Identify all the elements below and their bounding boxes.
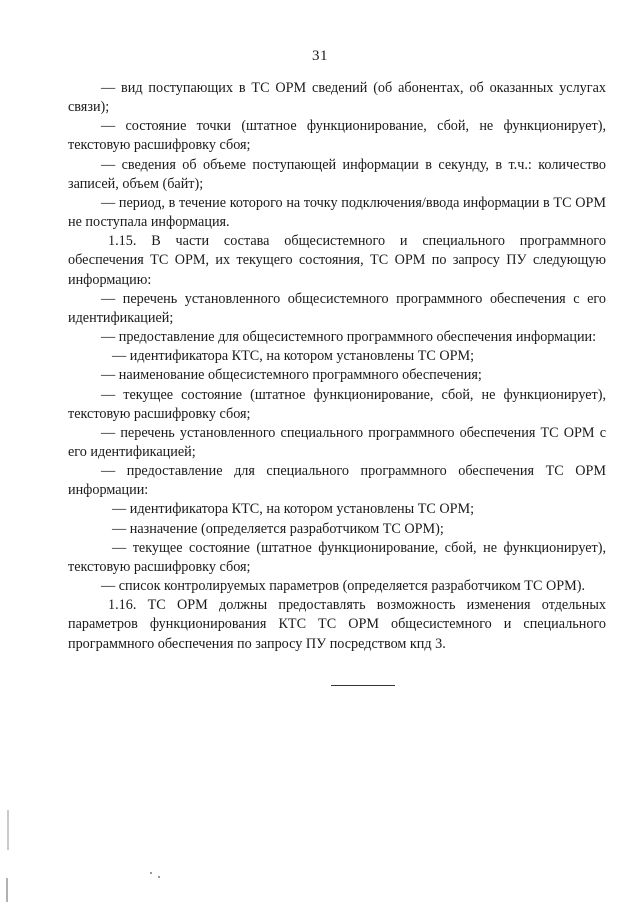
paragraph-11: — перечень установленного специального программного обеспечения ТС ОРМ с его идентификацией;	[68, 424, 606, 460]
scan-margin-mark	[7, 810, 9, 850]
paragraph-12: — предоставление для специального программного обеспечения ТС ОРМ информации:	[68, 463, 606, 499]
paragraph-16: — список контролируемых параметров (определяется разработчиком ТС ОРМ).	[101, 578, 586, 595]
end-rule	[331, 685, 395, 686]
document-body	[68, 79, 606, 654]
scan-speck	[158, 876, 160, 878]
paragraph-1: — вид поступающих в ТС ОРМ сведений (об абонентах, об оказанных услугах связи);	[68, 80, 606, 116]
page-number: 31	[312, 48, 328, 64]
paragraph-10: — текущее состояние (штатное функционирование, сбой, не функционирует), текстовую расшифровку сбоя;	[68, 386, 606, 422]
paragraph-15: — текущее состояние (штатное функционирование, сбой, не функционирует), текстовую расшифровку сбоя;	[68, 539, 606, 575]
paragraph-3: — сведения об объеме поступающей информации в секунду, в т.ч.: количество записей, объем (байт);	[68, 156, 606, 192]
paragraph-5: 1.15. В части состава общесистемного и специального программного обеспечения ТС ОРМ, их текущего состояния, ТС ОРМ по запросу ПУ следующую информацию:	[68, 233, 606, 288]
paragraph-13: — идентификатора КТС, на котором установлены ТС ОРМ;	[112, 501, 475, 518]
paragraph-6: — перечень установленного общесистемного программного обеспечения с его идентификацией;	[68, 290, 606, 326]
paragraph-7: — предоставление для общесистемного программного обеспечения информации:	[101, 329, 597, 346]
paragraph-8: — идентификатора КТС, на котором установлены ТС ОРМ;	[112, 348, 475, 365]
paragraph-4: — период, в течение которого на точку подключения/ввода информации в ТС ОРМ не поступала информация.	[68, 194, 606, 231]
scan-margin-mark	[6, 878, 8, 902]
paragraph-9: — наименование общесистемного программного обеспечения;	[101, 367, 482, 384]
paragraph-17: 1.16. ТС ОРМ должны предоставлять возможность изменения отдельных параметров функционирования КТС ТС ОРМ общесистемного и специального программного обеспечения по запросу ПУ посредством кпд 3.	[68, 597, 606, 652]
scan-speck	[150, 872, 152, 874]
paragraph-14: — назначение (определяется разработчиком ТС ОРМ);	[112, 520, 444, 537]
paragraph-2: — состояние точки (штатное функционирование, сбой, не функционирует), текстовую расшифровку сбоя;	[68, 118, 606, 154]
